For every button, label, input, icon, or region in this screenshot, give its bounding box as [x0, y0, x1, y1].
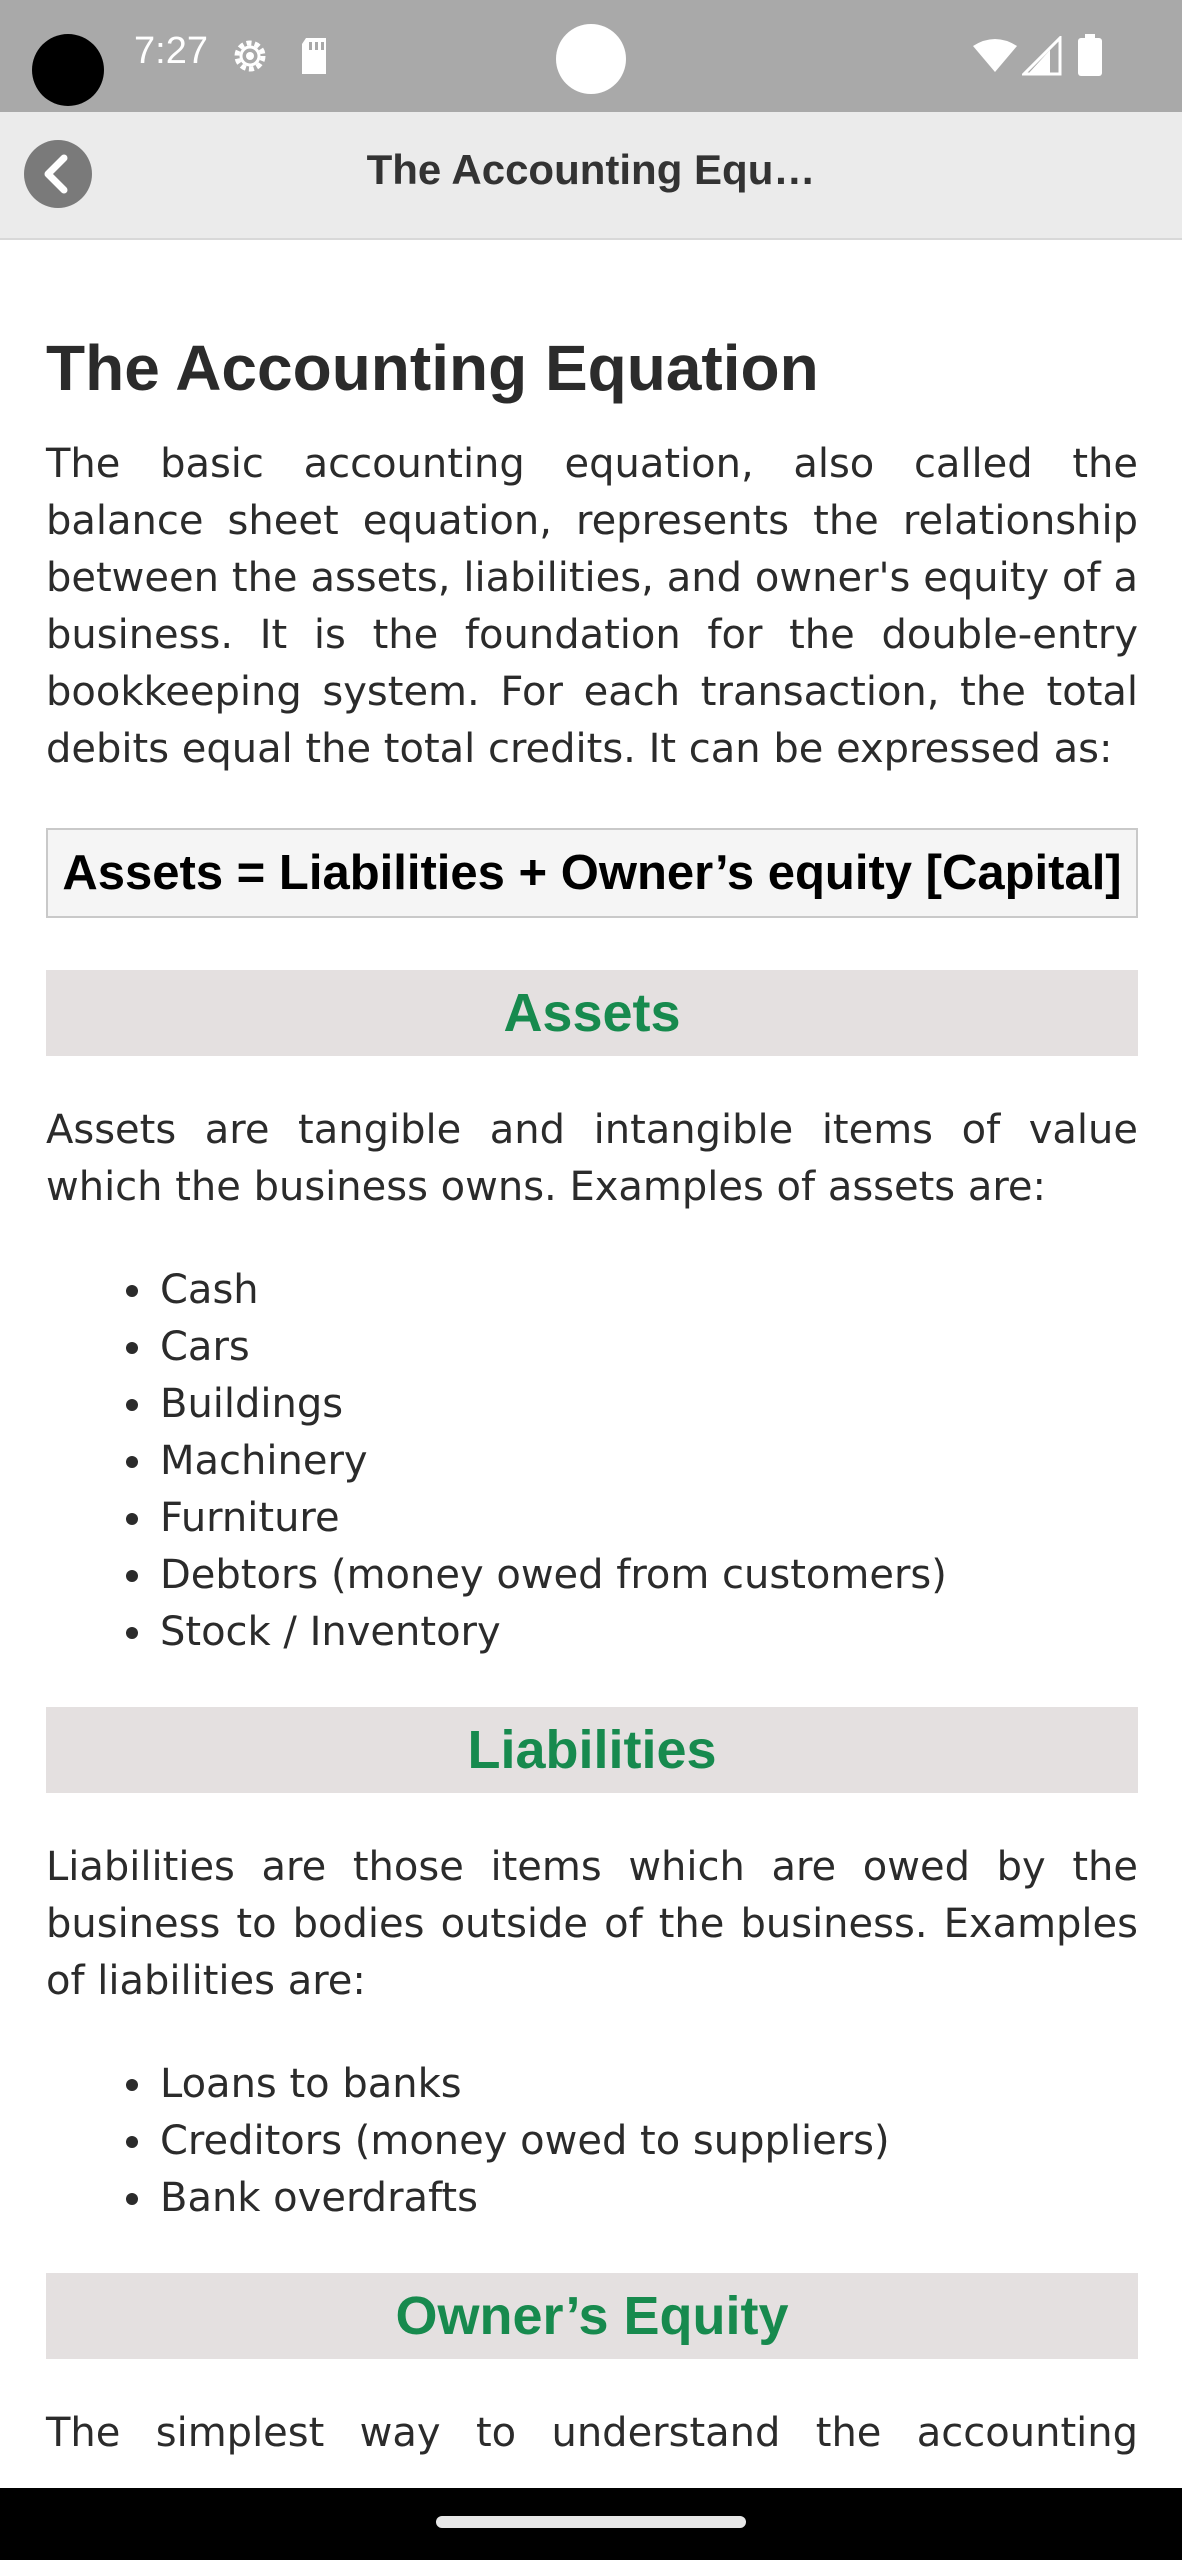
wifi-icon: [972, 38, 1018, 74]
list-item: Debtors (money owed from customers): [160, 1547, 1138, 1604]
assets-list: [46, 1262, 1138, 1661]
assets-paragraph: Assets are tangible and intangible items of value which the business owns. Examples of assets are:: [46, 1107, 1138, 1210]
list-item: Furniture: [160, 1490, 1138, 1547]
gear-icon: [230, 36, 270, 76]
front-camera-dot: [556, 24, 626, 94]
list-item: Cash: [160, 1262, 1138, 1319]
camera-cutout: [32, 34, 104, 106]
equation-box: Assets = Liabilities + Owner’s equity [Capital]: [46, 828, 1138, 918]
list-item: Stock / Inventory: [160, 1604, 1138, 1661]
list-item: Machinery: [160, 1433, 1138, 1490]
sd-card-icon: [298, 36, 330, 76]
list-item: Loans to banks: [160, 2056, 1138, 2113]
list-item: Buildings: [160, 1376, 1138, 1433]
list-item: Cars: [160, 1319, 1138, 1376]
section-heading-assets: Assets: [46, 970, 1138, 1056]
chevron-left-icon: [24, 140, 92, 208]
navigation-bar: [0, 2488, 1182, 2560]
page-title: The Accounting Equation: [46, 332, 819, 404]
liabilities-paragraph: Liabilities are those items which are owed by the business to bodies outside of the business. Examples of liabilities are:: [46, 1844, 1138, 2004]
equity-paragraph: The simplest way to understand the accounting: [46, 2410, 1138, 2456]
back-button[interactable]: [24, 140, 92, 208]
section-heading-liabilities: Liabilities: [46, 1707, 1138, 1793]
section-heading-equity: Owner’s Equity: [46, 2273, 1138, 2359]
list-item: Creditors (money owed to suppliers): [160, 2113, 1138, 2170]
home-indicator[interactable]: [436, 2516, 746, 2528]
battery-icon: [1078, 34, 1102, 76]
liabilities-list: [46, 2056, 1138, 2227]
list-item: Bank overdrafts: [160, 2170, 1138, 2227]
app-bar: [0, 112, 1182, 240]
signal-icon: [1022, 36, 1062, 76]
app-bar-title: The Accounting Equ…: [366, 146, 816, 193]
article-content: [46, 238, 1138, 2462]
status-time: 7:27: [134, 30, 208, 72]
intro-paragraph: The basic accounting equation, also called the balance sheet equation, represents the relationship between the assets, liabilities, and owner's equity of a business. It is the foundation for the double-entry bookkeeping system. For each transaction, the total debits equal the total credits. It can be expressed as:: [46, 441, 1138, 772]
status-bar: [0, 0, 1182, 112]
